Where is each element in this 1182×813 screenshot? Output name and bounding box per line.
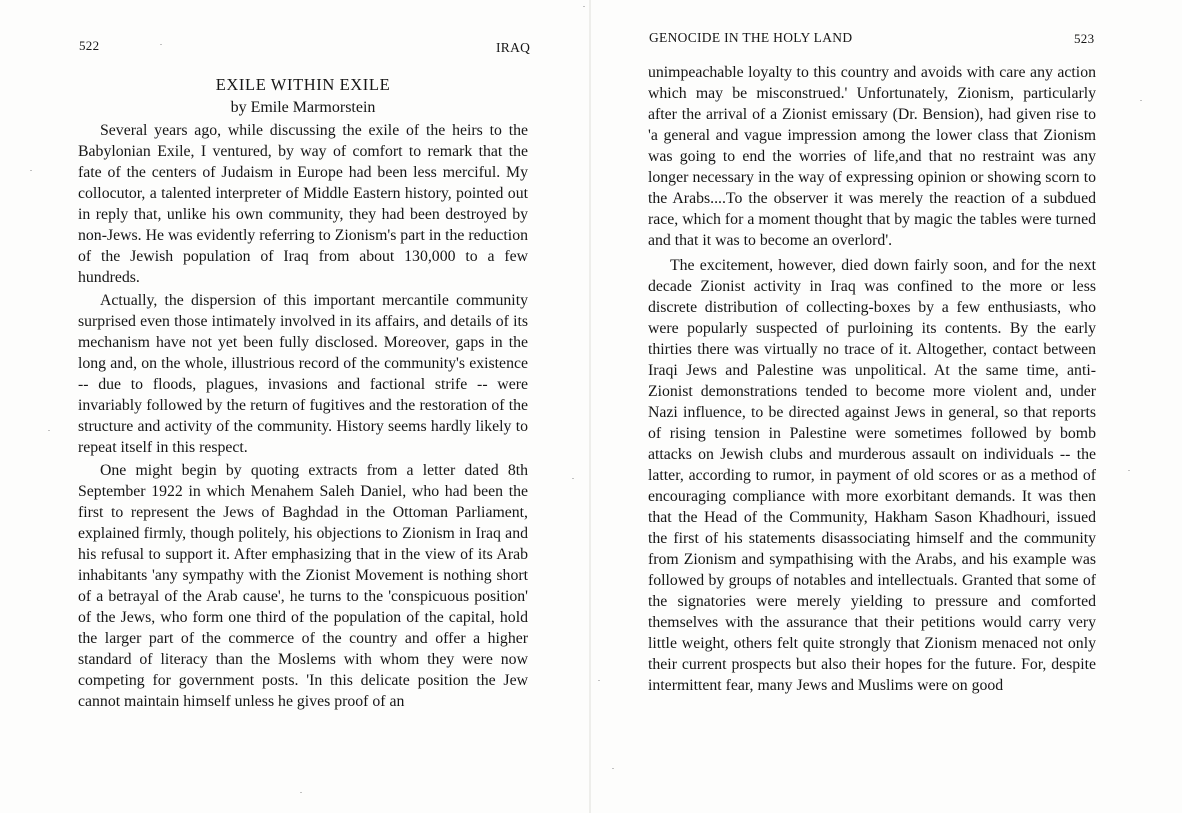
scan-speck xyxy=(583,6,585,7)
paragraph: Actually, the dispersion of this important mercantile community surprised even those intimately involved in its affairs, and details of its mechanism have not yet been fully disclosed. Moreover, gaps in the long and, on the whole, illustrious record of the community's existence -- due to floods, plagues, invasions and factional strife -- were invariably followed by the return of fugitives and the restoration of the structure and activity of the community. History seems hardly likely to repeat itself in this respect. xyxy=(78,292,528,456)
right-page xyxy=(591,0,1182,813)
paragraph: unimpeachable loyalty to this country and avoids with care any action which may be misconstrued.' Unfortunately, Zionism, particularly after the arrival of a Zionist emissary (Dr. Bension), had given rise to 'a general and vague impression among the lower class that Zionism was going to end the worries of life,and that no restraint was any longer necessary in the way of expressing opinion or showing scorn to the Arabs....To the observer it was merely the reaction of a subdued race, which for a moment thought that by magic the tables were turned and that it was to become an overlord'. xyxy=(648,64,1096,249)
scan-speck xyxy=(300,792,302,793)
article-byline: by Emile Marmorstein xyxy=(230,99,376,116)
right-running-head: GENOCIDE IN THE HOLY LAND xyxy=(649,30,853,45)
scan-speck xyxy=(598,680,600,681)
article-title: EXILE WITHIN EXILE xyxy=(215,75,391,94)
left-page xyxy=(0,0,590,813)
scan-speck xyxy=(1140,100,1142,101)
scan-speck xyxy=(1128,470,1130,471)
left-page-text xyxy=(78,74,528,712)
scan-speck xyxy=(48,430,50,431)
paragraph: The excitement, however, died down fairly soon, and for the next decade Zionist activity in Iraq was confined to the more or less discrete distribution of collecting-boxes by a few enthusiasts, who were popularly suspected of purloining its contents. By the early thirties there was virtually no trace of it. Altogether, contact between Iraqi Jews and Palestine was unpolitical. At the same time, anti-Zionist demonstrations tended to become more violent and, under Nazi influence, to be directed against Jews in general, so that reports of rising tension in Palestine were sometimes followed by bomb attacks on Jewish clubs and murderous assault on individuals -- the latter, according to rumor, in payment of old scores or as a method of encouraging compliance with more exorbitant demands. It was then that the Head of the Community, Hakham Sason Khadhouri, issued the first of his statements disassociating himself and the community from Zionism and sympathising with the Arabs, and his example was followed by groups of notables and intellectuals. Granted that some of the signatories were merely yielding to pressure and comforted themselves with the assurance that their petitions would carry very little weight, others felt quite strongly that Zionism menaced not only their current prospects but also their hopes for the future. For, despite intermittent fear, many Jews and Muslims were on good xyxy=(648,257,1096,694)
left-page-number: 522 xyxy=(79,38,100,53)
left-running-head: IRAQ xyxy=(496,40,531,55)
scan-speck xyxy=(612,768,614,769)
scan-speck xyxy=(160,44,162,45)
scan-speck xyxy=(30,170,32,171)
scan-speck xyxy=(572,478,574,479)
paragraph: One might begin by quoting extracts from a letter dated 8th September 1922 in which Menahem Saleh Daniel, who had been the first to represent the Jews of Baghdad in the Ottoman Parliament, explained firmly, though politely, his objections to Zionism in Iraq and his refusal to support it. After emphasizing that in the view of its Arab inhabitants 'any sympathy with the Zionist Movement is nothing short of a betrayal of the Arab cause', he turns to the 'conspicuous position' of the Jews, who form one third of the population of the capital, hold the larger part of the commerce of the country and offer a higher standard of literacy than the Moslems with whom they were now competing for government posts. 'In this delicate position the Jew cannot maintain himself unless he gives proof of an xyxy=(78,462,528,710)
right-page-text xyxy=(648,62,1096,696)
right-page-number: 523 xyxy=(1074,31,1095,46)
paragraph: Several years ago, while discussing the exile of the heirs to the Babylonian Exile, I ventured, by way of comfort to remark that the fate of the centers of Judaism in Europe had been less merciful. My collocutor, a talented interpreter of Middle Eastern history, pointed out in reply that, unlike his own community, they had been destroyed by non-Jews. He was evidently referring to Zionism's part in the reduction of the Jewish population of Iraq from about 130,000 to a few hundreds. xyxy=(78,122,528,286)
